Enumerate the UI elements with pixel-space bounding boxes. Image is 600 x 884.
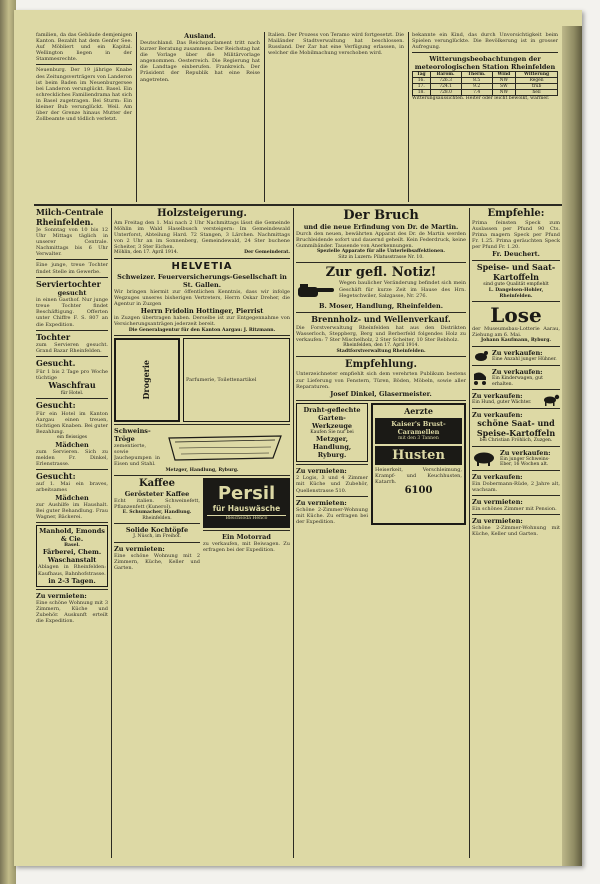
holz-text: Am Freitag den 1. Mai nach 2 Uhr Nachmittags lässt die Gemeinde Möhlin im Wald Haselbusch versteigern: Im Gemeindewald Unterforst, Abteilung Hard. 72 Stangen, 3 Lärchen. Nachmittags von 2 Uhr an im Sonnenberg, Gemeindewald, 24 Ster buchene Scheiter, 3 Ster Eichen.	[114, 220, 290, 251]
column-1-lead: familien, da das Gebäude demjenigen Kanton. Bezahlt hat dem Genfer See. Auf Möbliert und ein Kapital. Wellington liegen in der Stammesrechte.	[36, 32, 132, 63]
draht-title: Draht-geflechte	[303, 405, 361, 414]
notiz-text: Wegen baulicher Veränderung befindet sich mein Geschäft für kurze Zeit im Hause des Hrn. Hegetschwiler, Salzgasse, Nr. 276.	[339, 280, 466, 299]
kaffee-sign: E. Schumacher, Handlung.	[122, 510, 192, 516]
emonds-ad	[36, 525, 108, 587]
ausland-text: Deutschland. Das Reichsparlament tritt nach kurzer Beratung zusammen. Der Reichstag hat die Vorlage über die Militärvorlage angenommen. Oesterreich. Die Regierung hat die Landtage einberufen. Frankreich. Der Präsident der Republik hat eine Reise angetreten.	[140, 40, 260, 83]
verkaufen1-text: Eine Anzahl junger Hühner.	[492, 357, 557, 363]
weather-cell: 9.2	[461, 84, 492, 90]
left-vermieten-text: Eine schöne Wohnung mit 3 Zimmern, Küche und Zubehör. Auskunft erteilt die Expedition.	[36, 599, 108, 624]
saat-title: Zu verkaufen:	[472, 411, 523, 420]
persil-ad	[203, 478, 290, 528]
brenn-sign: Stadtforstverwaltung Rheinfelden.	[336, 348, 426, 354]
helvetia-sign: Die Generalagentur für den Kanton Aargau: J. Ritzmann.	[128, 327, 276, 333]
weather-header-cell: Barom.	[430, 72, 461, 78]
weather-cell: 7.4	[461, 90, 492, 96]
weather-cell: 18.	[413, 90, 431, 96]
empfehle-text: Prima feinsten Speck zum Auslassen per Pfund 90 Cts. Prima magern Speck per Pfund Fr. 1.25. Prima geräuchten Speck per Pfund Fr. 1.20.	[472, 220, 560, 251]
wohnung-text: Schöne 2-Zimmer-Wohnung mit Küche, Keller und Garten.	[472, 525, 560, 538]
waschfrau: Waschfrau	[48, 380, 96, 390]
solide-sign: J. Nüsch, im Freihof.	[133, 534, 181, 540]
weather-header-cell: Wind	[492, 72, 516, 78]
draht-sign: Metzger, Handlung, Ryburg.	[312, 435, 352, 460]
serviertochter-title: Serviertochter	[36, 278, 101, 289]
left-ad-column	[36, 208, 108, 858]
waschfrau-sub: für Hotel.	[60, 390, 84, 396]
newspaper-page	[14, 10, 582, 866]
brenn-title: Brennholz- und Wellenverkauf.	[311, 314, 451, 325]
empf-text: Unterzeichneter empfiehlt sich dem verehrten Publikum bestens zur Lieferung von Fenstern, Türen, Böden, Möbeln, sowie aller Reparaturen.	[296, 371, 466, 390]
drogerie-side: Parfumerie, Toilettenartikel	[186, 377, 257, 384]
verkaufen1-title: Zu verkaufen:	[492, 349, 543, 358]
center-vermieten-text: Eine schöne Wohnung mit 2 Zimmern, Küche, Keller und Garten.	[114, 553, 200, 572]
kartoffel-text: sind gute Qualität empfiehlt	[483, 282, 549, 288]
rc-vermieten-title: Zu vermieten:	[296, 467, 347, 476]
weather-cell: trüb	[516, 84, 558, 90]
weather-cell: 16.	[413, 78, 431, 84]
ausland-heading: Ausland.	[184, 32, 216, 40]
left-vermieten-title: Zu vermieten:	[36, 591, 87, 600]
milch-text: Je Sonntag von 10 bis 12 Uhr Mittags täglich in unserer Centrale. Nachmittags bis 6 Uhr Verwalter.	[36, 227, 108, 258]
lose-text: der Museumsbau-Lotterie Aarau, Ziehung am 6. Mai.	[472, 326, 560, 339]
brenn-text: Die Forstverwaltung Rheinfelden hat aus den Distrikten Wasserloch, Steppberg, Berg und Berberfeld folgendes Holz zu verkaufen: 7 Ster Mischelholz, 2 Ster Scheiter, 10 Ster Rebholz.	[296, 324, 466, 344]
emonds-city: Basel.	[64, 542, 80, 548]
verkaufen2-title: Zu verkaufen:	[492, 368, 543, 377]
drogerie-title: Drogerie	[141, 360, 152, 400]
kaiser-ad	[371, 403, 466, 525]
wohnung-title: Zu vermieten:	[472, 517, 523, 526]
top-column-1	[36, 32, 132, 202]
right-center-column	[296, 208, 466, 858]
serviertochter-sub: gesucht	[57, 289, 87, 298]
notiz-title: Zur gefl. Notiz!	[325, 265, 437, 281]
kaffee-city: Rheinfelden.	[142, 515, 172, 521]
center-ad-column	[114, 208, 290, 858]
verkaufen3-text: Ein Hund, guter Wächter.	[472, 400, 532, 406]
helvetia-text: Wir bringen hiermit zur öffentlichen Kenntnis, dass wir infolge Wegzuges unseres bisherigen Vertreters, Herrn Oskar Dreher, die Agentur in Zuzgen	[114, 289, 290, 308]
persil-maker: Bleichsoda Henco	[207, 515, 286, 522]
draht-sub: Garten-Werkzeuge	[311, 413, 353, 430]
holz-title: Holzsteigerung.	[157, 208, 247, 219]
pointing-hand-icon	[296, 280, 336, 302]
weather-cell: NW	[492, 78, 516, 84]
aerzte-title: Aerzte	[404, 405, 433, 416]
weather-cell: NW	[492, 90, 516, 96]
gesucht2-title: Gesucht:	[36, 400, 76, 411]
right-vermieten-text: Ein schönes Zimmer mit Pension.	[472, 506, 557, 513]
draht-text: Kaufen Sie nur bei	[310, 429, 354, 435]
weather-cell: Regen	[516, 78, 558, 84]
rc-vermieten2-text: Schöne 2-Zimmer-Wohnung mit Küche. Zu erfragen bei der Expedition.	[296, 506, 368, 525]
top-column-4	[412, 32, 558, 202]
madchen-label: ein fleissiges	[56, 434, 88, 440]
kaiser-title: Kaiser's Brust-Caramellen	[391, 420, 446, 437]
gesucht3-text: auf 1. Mai ein braves, arbeitsames	[36, 481, 108, 494]
weather-cell: 8.5	[461, 78, 492, 84]
saat-sign: bei Christian Fröhlich, Zuzgen.	[479, 438, 553, 444]
verkaufen2-text: Ein Kinderwagen, gut erhalten.	[492, 376, 543, 387]
husten-title: Husten	[392, 447, 445, 463]
verkaufen4-text: Ein Dobermann-Rüde, 2 Jahre alt, wachsam.	[472, 481, 560, 494]
bruch-text: Durch den neuen, bewährten Apparat des Dr. de Martin werden Bruchleidende sofort und dauernd geheilt. Kein Federdruck, keine Gummibänder. Tausende von Anerkennungen.	[296, 231, 466, 250]
tochter2-text: zum Servieren gesucht. Grand Bazar Rheinfelden.	[36, 342, 108, 355]
weather-header-cell: Tag	[413, 72, 431, 78]
schwein-text: Ein junger Schweins-Eber, 16 Wochen alt.	[500, 456, 550, 468]
serviertochter-text: in einen Gasthof. Nur junge treue Tochter findet Beschäftigung. Offerten unter Chiffre F. S. 807 an die Expedition.	[36, 297, 108, 328]
emonds-text: Ablagen in Rheinfelden: Kaufhaus, Bahnhofstrasse.	[38, 564, 106, 577]
schweine-title: Schweins-Tröge	[114, 427, 151, 444]
drogerie-ad	[114, 338, 180, 422]
kaffee-text: Echt italien. Schweinefett, Pflanzenfett (Kunerol).	[114, 498, 200, 511]
verkaufen4-title: Zu verkaufen:	[472, 473, 523, 481]
schweine-text: zementierte, sowie Jauchepumpen in Eisen und Stahl.	[114, 443, 160, 468]
brenn-date: Rheinfelden, den 17. April 1914.	[343, 343, 419, 349]
lose-title: Lose	[490, 303, 542, 328]
gesucht-text: Für 1 bis 2 Tage pro Woche tüchtige	[36, 368, 108, 381]
weather-table	[412, 71, 558, 96]
hen-icon	[472, 349, 490, 363]
empfehle-title: Empfehle:	[487, 208, 545, 219]
gesucht3-title: Gesucht:	[36, 470, 76, 481]
pig-icon	[472, 450, 498, 466]
emonds-tag: in 2-3 Tagen.	[48, 576, 96, 585]
empf-title: Empfehlung.	[345, 359, 417, 371]
kartoffel-sign: L. Dangelsen-Hohler, Rheinfelden.	[488, 288, 544, 299]
right-ad-column	[472, 208, 560, 858]
rc-vermieten2-title: Zu vermieten:	[296, 498, 347, 507]
tochter-lead: Eine junge, treue Tochter findet Stelle im Gewerbe.	[36, 262, 108, 275]
draht-ad	[296, 403, 368, 463]
notiz-sign: B. Moser, Handlung, Rheinfelden.	[319, 302, 443, 311]
verkaufen3-title: Zu verkaufen:	[472, 392, 523, 401]
holz-sign: Der Gemeinderat.	[244, 250, 290, 256]
persil-sub: für Hauswäsche	[212, 504, 281, 514]
motor-title: Ein Motorrad	[222, 532, 271, 541]
gesucht-title: Gesucht.	[36, 358, 76, 369]
weather-note: Witterungsaussichten. Heiter oder leicht bewölkt, warmer.	[412, 96, 550, 102]
weather-cell: 726.3	[430, 78, 461, 84]
kaffee-sub: Gerösteter Kaffee	[124, 490, 190, 499]
madchen2: Mädchen	[55, 493, 89, 502]
persil-title: Persil	[217, 483, 276, 505]
weather-row	[413, 90, 558, 96]
tochter2-title: Tochter	[36, 331, 71, 342]
emonds-title: Manhold, Emonds & Cie.	[39, 526, 105, 543]
solide-title: Solide Kochtöpfe	[125, 526, 189, 535]
bruch-title: Der Bruch	[343, 208, 419, 223]
column-1-news: Neuenburg. Der 19 jährige Knabe des Zeitungsverträgers von Landeron ist beim Baden im Neuenburgersee bei Landeron verunglückt. Basel. Ein schreckliches Familiendrama hat sich in Basel zugetragen. Bei Sturm: Ein kleiner Bub verunglückt. Weil. Am über der Grenze hinaus Mutter der Zollbeamte und tödlich verletzt.	[36, 67, 132, 123]
milch-title: Milch-Centrale Rheinfelden.	[36, 208, 104, 227]
weather-header-cell: Witterung	[516, 72, 558, 78]
helvetia-title: HELVETIA	[171, 261, 233, 273]
column-4-text: bekannte ein Kind, das durch Unvorsichtigkeit beim Spielen verunglückte. Die Bevölkerung ist in grosser Aufregung.	[412, 32, 558, 51]
saat-text: schöne Saat- und Speise-Kartoffeln	[476, 418, 556, 438]
bruch-sub: und die neue Erfindung von Dr. de Martin.	[303, 223, 459, 231]
helvetia-sub: Schweizer. Feuerversicherungs-Gesellschaft in St. Gallen.	[117, 273, 287, 290]
right-vermieten-title: Zu vermieten:	[472, 498, 523, 507]
kaiser-sub: mit den 3 Tannen	[398, 436, 439, 442]
holz-place: Möhlin, den 17. April 1914.	[114, 250, 179, 256]
helvetia-name: Herrn Fridolin Hottinger, Pierrist	[140, 307, 264, 316]
husten-count: 6100	[404, 485, 433, 497]
deuchert-sign: Fr. Deuchert.	[492, 250, 540, 259]
top-column-ausland	[140, 32, 260, 202]
motor-text: zu verkaufen, mit Beiwagen. Zu erfragen bei der Expedition.	[203, 540, 290, 553]
empf-sign: Josef Dinkel, Glasermeister.	[330, 389, 432, 398]
gesucht2-text: Für ein Hotel im Kanton Aargau einen treuen, tüchtigen Knaben. Bei guter Bezahlung.	[36, 410, 108, 435]
husten-text: Heiserkeit, Verschleimung, Krampf- und Keuchhusten, Katarrh.	[375, 466, 462, 485]
dog-icon	[542, 392, 560, 406]
trough-illustration	[163, 430, 287, 464]
top-column-3	[268, 32, 404, 202]
drogerie-side-box	[183, 338, 290, 422]
weather-cell: 724.1	[430, 84, 461, 90]
weather-cell: SW	[492, 84, 516, 90]
kaffee-title: Kaffee	[138, 478, 176, 490]
column-3-text: Italien. Der Prozess von Teramo wird fortgesetzt. Die Mailänder Stadtverwaltung hat beschlossen. Russland. Der Zar hat eine Verfügung erlassen, in welcher die Mobilmachung verschoben wird.	[268, 32, 404, 57]
emonds-sub: Färberei, Chem. Waschanstalt	[42, 548, 102, 565]
madchen2-text: zur Aushilfe im Haushalt. Bei guter Behandlung. Frau Wagner, Bäckerei.	[36, 501, 108, 520]
weather-cell: hell	[516, 90, 558, 96]
pram-icon	[472, 371, 490, 385]
metzger-sign: Metzger, Handlung, Ryburg.	[165, 467, 239, 473]
lose-sign: Johann Kaufmann, Ryburg.	[480, 338, 552, 344]
weather-header-cell: Therm.	[461, 72, 492, 78]
weather-cell: 17.	[413, 84, 431, 90]
schwein-title: Zu verkaufen:	[500, 448, 551, 457]
weather-cell: 728.0	[430, 90, 461, 96]
page-edge	[562, 26, 582, 866]
helvetia-text2: in Zuzgen übertragen haben. Derselbe ist zur Entgegennahme von Versicherungsanträgen jederzeit bereit.	[114, 315, 290, 328]
weather-title: Witterungsbeobachtungen der meteorologischen Station Rheinfelden	[414, 55, 556, 72]
bruch-note: Spezielle Apparate für alle Unterleibsaffektionen.	[316, 249, 446, 255]
madchen: Mädchen	[55, 440, 89, 449]
kartoffel-title: Speise- und Saat-Kartoffeln	[476, 262, 556, 282]
center-vermieten-title: Zu vermieten:	[114, 545, 165, 554]
rc-vermieten-text: 2 Logis, 3 und 4 Zimmer mit Küche und Zubehör, Quellenstrasse 510.	[296, 475, 368, 494]
bruch-addr: Sitz in Luzern: Pilatusstrasse Nr. 10.	[338, 254, 424, 260]
madchen-text: zum Servieren. Sich zu melden Fr. Dinkel, Erlenstrasse.	[36, 448, 108, 467]
